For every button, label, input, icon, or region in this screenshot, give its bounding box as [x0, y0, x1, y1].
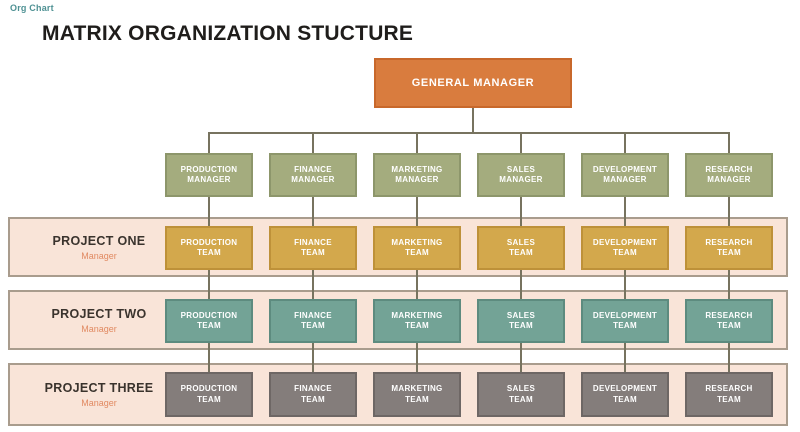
connector-line	[624, 343, 626, 372]
manager-box-label-line1: PRODUCTION	[180, 164, 238, 174]
manager-box-label-line2: MANAGER	[187, 175, 231, 184]
manager-box-label-line1: MARKETING	[391, 164, 443, 174]
connector-line	[520, 197, 522, 226]
team-box	[685, 372, 773, 417]
team-box-label-line1: PRODUCTION	[180, 237, 238, 247]
team-box-label-line2: TEAM	[405, 248, 429, 257]
connector-line	[416, 270, 418, 299]
team-box	[581, 226, 669, 270]
team-box-label-line1: PRODUCTION	[180, 310, 238, 320]
manager-box-label-line1: DEVELOPMENT	[592, 164, 658, 174]
manager-box-label-line1: RESEARCH	[705, 164, 753, 174]
team-box-label-line1: DEVELOPMENT	[592, 384, 658, 394]
team-box-label-line2: TEAM	[613, 321, 637, 330]
team-box	[373, 299, 461, 343]
connector-line	[208, 132, 730, 134]
project-two-label-group	[28, 292, 170, 348]
connector-line	[208, 343, 210, 372]
connector-line	[624, 132, 626, 154]
team-box-label-line2: TEAM	[301, 321, 325, 330]
connector-line	[312, 343, 314, 372]
connector-line	[624, 270, 626, 299]
team-box	[685, 226, 773, 270]
manager-box-label-line1: FINANCE	[294, 164, 332, 174]
project-name: PROJECT TWO	[51, 306, 147, 321]
connector-line	[728, 343, 730, 372]
team-box	[165, 299, 253, 343]
connector-line	[312, 132, 314, 154]
connector-line	[416, 197, 418, 226]
team-box-label-line2: TEAM	[197, 321, 221, 330]
team-box-label-line2: TEAM	[405, 394, 429, 404]
manager-box	[165, 153, 253, 197]
manager-box	[581, 153, 669, 197]
manager-box-label-line2: MANAGER	[603, 175, 647, 184]
project-manager-label: Manager	[81, 250, 117, 261]
project-manager-label: Manager	[81, 398, 117, 408]
manager-box	[373, 153, 461, 197]
team-box	[581, 372, 669, 417]
team-box	[373, 372, 461, 417]
manager-box-label-line2: MANAGER	[395, 175, 439, 184]
team-box	[165, 372, 253, 417]
connector-line	[416, 132, 418, 154]
team-box-label-line1: RESEARCH	[705, 384, 753, 394]
team-box-label-line1: SALES	[506, 237, 536, 247]
team-box	[477, 226, 565, 270]
team-box	[581, 299, 669, 343]
team-box-label-line2: TEAM	[717, 321, 741, 330]
manager-box	[685, 153, 773, 197]
team-box-label-line2: TEAM	[197, 248, 221, 257]
team-box-label-line1: PRODUCTION	[180, 384, 238, 394]
connector-line	[472, 108, 474, 133]
team-box-label-line2: TEAM	[717, 248, 741, 257]
team-box-label-line1: DEVELOPMENT	[592, 237, 658, 247]
team-box-label-line2: TEAM	[301, 248, 325, 257]
team-box-label-line2: TEAM	[509, 321, 533, 330]
manager-box-label-line2: MANAGER	[707, 175, 751, 184]
connector-line	[208, 197, 210, 226]
general-manager-label: GENERAL MANAGER	[411, 77, 535, 89]
team-box-label-line1: SALES	[506, 384, 536, 394]
team-box	[477, 372, 565, 417]
team-box	[269, 372, 357, 417]
team-box-label-line1: FINANCE	[294, 310, 332, 320]
connector-line	[312, 197, 314, 226]
project-one-label-group	[28, 219, 170, 275]
team-box	[685, 299, 773, 343]
connector-line	[208, 132, 210, 154]
general-manager-box	[374, 58, 572, 108]
manager-box-label-line1: SALES	[506, 164, 536, 174]
team-box-label-line1: DEVELOPMENT	[592, 310, 658, 320]
team-box-label-line1: MARKETING	[391, 310, 443, 320]
team-box-label-line1: RESEARCH	[705, 237, 753, 247]
page-title: MATRIX ORGANIZATION STUCTURE	[42, 22, 414, 45]
connector-line	[728, 197, 730, 226]
manager-box-label-line2: MANAGER	[291, 175, 335, 184]
connector-line	[624, 197, 626, 226]
team-box-label-line2: TEAM	[509, 394, 533, 404]
team-box-label-line1: MARKETING	[391, 384, 443, 394]
team-box-label-line2: TEAM	[613, 248, 637, 257]
team-box-label-line1: FINANCE	[294, 237, 332, 247]
connector-line	[208, 270, 210, 299]
connector-line	[520, 343, 522, 372]
team-box-label-line2: TEAM	[405, 321, 429, 330]
project-manager-label: Manager	[81, 323, 117, 334]
team-box-label-line2: TEAM	[301, 394, 325, 404]
team-box-label-line2: TEAM	[509, 248, 533, 257]
connector-line	[520, 132, 522, 154]
project-name: PROJECT ONE	[52, 233, 146, 248]
team-box-label-line2: TEAM	[717, 394, 741, 404]
app-label: Org Chart	[10, 3, 54, 13]
team-box-label-line1: SALES	[506, 310, 536, 320]
team-box-label-line1: RESEARCH	[705, 310, 753, 320]
connector-line	[520, 270, 522, 299]
team-box	[269, 226, 357, 270]
team-box	[373, 226, 461, 270]
team-box	[477, 299, 565, 343]
team-box-label-line2: TEAM	[613, 394, 637, 404]
connector-line	[728, 270, 730, 299]
project-name: PROJECT THREE	[44, 381, 154, 395]
manager-box	[269, 153, 357, 197]
manager-box	[477, 153, 565, 197]
connector-line	[728, 132, 730, 154]
manager-box-label-line2: MANAGER	[499, 175, 543, 184]
team-box-label-line2: TEAM	[197, 394, 221, 404]
team-box	[165, 226, 253, 270]
project-three-label-group	[28, 365, 170, 424]
team-box-label-line1: MARKETING	[391, 237, 443, 247]
connector-line	[312, 270, 314, 299]
team-box-label-line1: FINANCE	[294, 384, 332, 394]
connector-line	[416, 343, 418, 372]
team-box	[269, 299, 357, 343]
